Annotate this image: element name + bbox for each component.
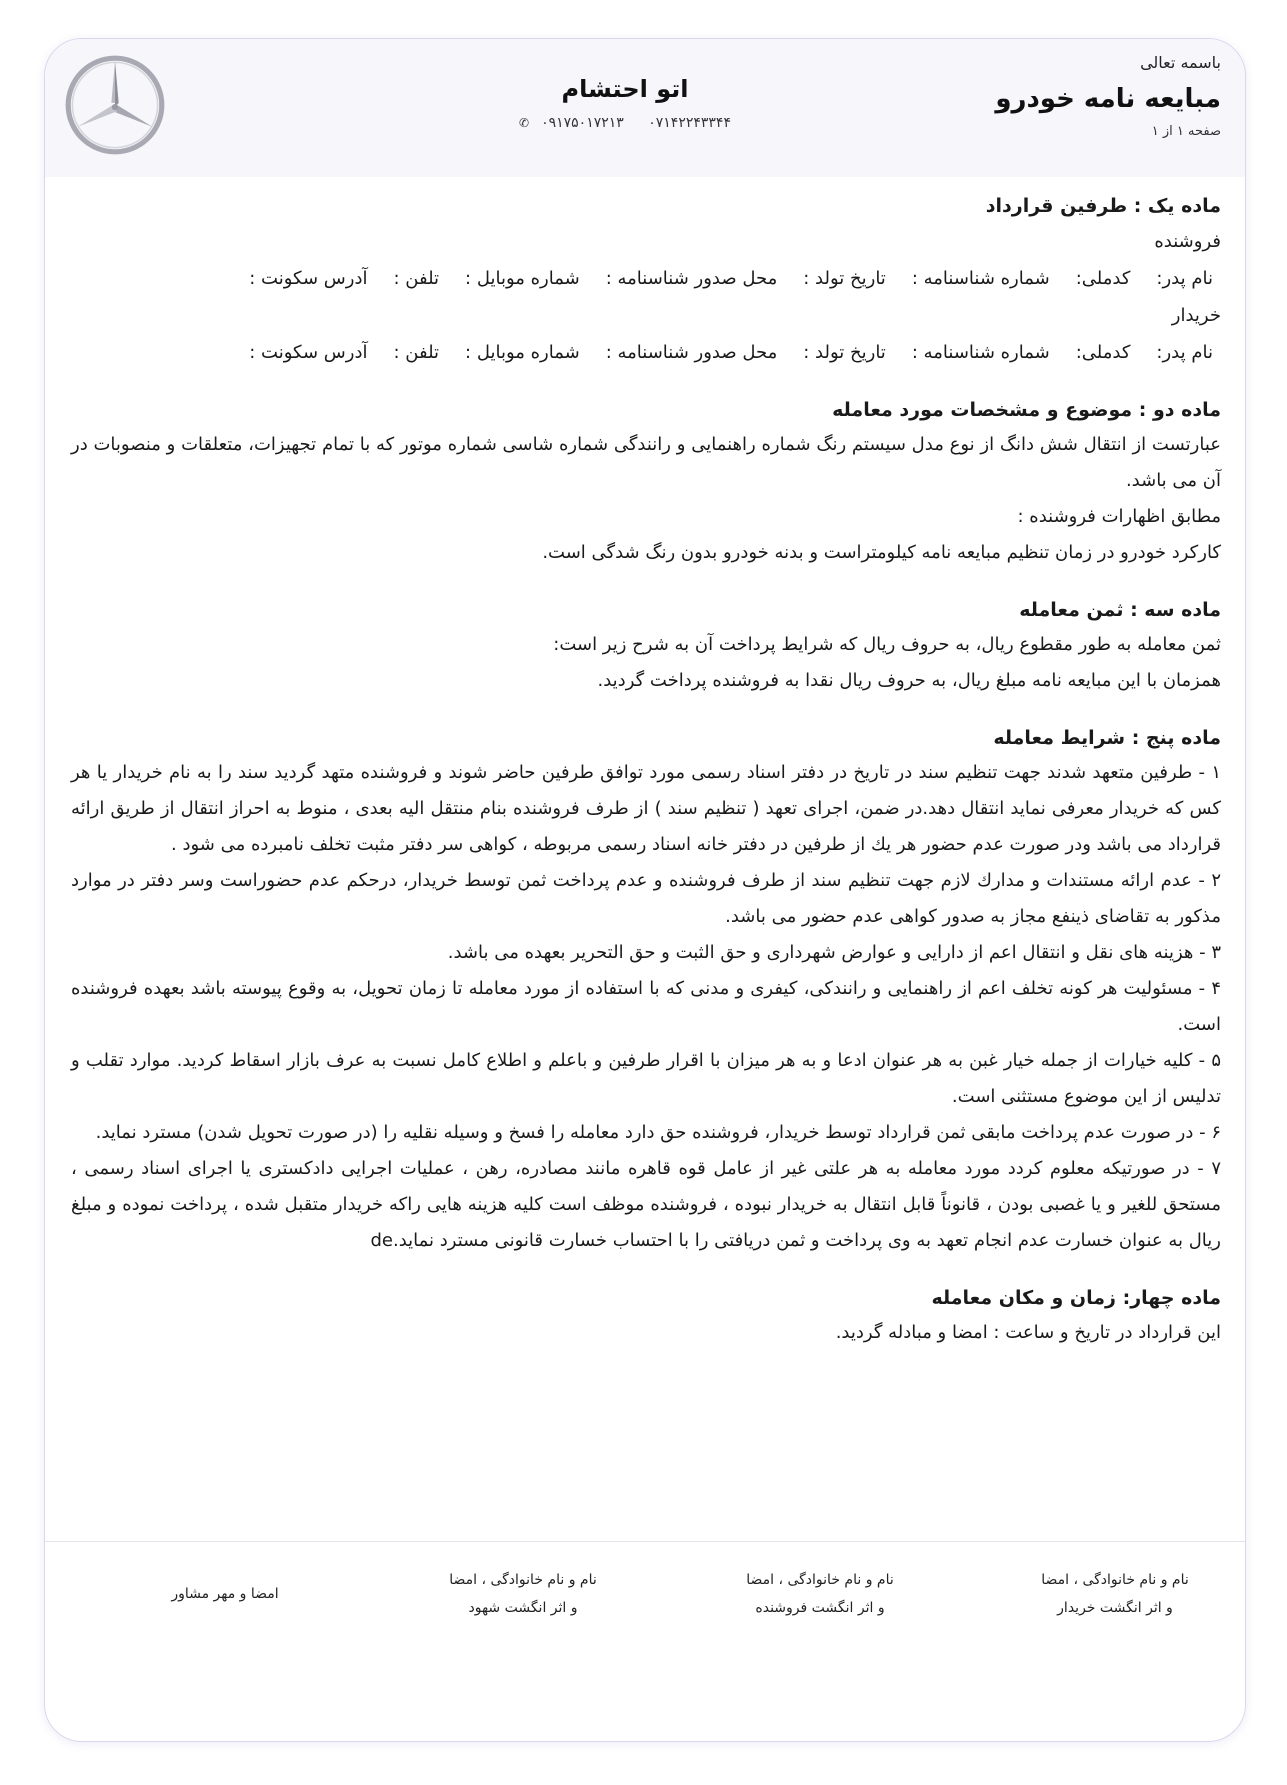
field-label: تلفن : (393, 268, 440, 289)
field-label: نام پدر: (1156, 268, 1213, 289)
term-item: ۴ - مسئولیت هر کونه تخلف اعم از راهنمایی و رانندکی، کیفری و مدنی که با استفاده از مورد معامله تا زمان تحویل، به وقوع پیوسته باشد بعهده فروشنده است. (71, 978, 1221, 1035)
phone-icon: ✆ (519, 116, 530, 130)
signature-caption: و اثر انگشت خریدار (1057, 1600, 1173, 1616)
seller-label: فروشنده (1154, 231, 1221, 252)
company-name: اتو احتشام (561, 75, 689, 103)
section-heading: ماده سه : ثمن معامله (1019, 599, 1221, 621)
term-item: ۱ - طرفین متعهد شدند جهت تنظیم سند در تاریخ در دفتر اسناد رسمی مورد توافق طرفین حاضر شوند و فروشنده متهد گردید سند را به نام خریدار یا هر کس که خریدار معرفی نماید انتقال دهد.در ضمن، اجرای تعهد ( تنظیم سند ) از طرف فروشنده بنام منتقل الیه بعدی ، منوط به احراز انتقال از طریق ارائه قرارداد می باشد ودر صورت عدم حضور هر یك از طرفین در دفتر خانه اسناد رسمی مربوطه ، کواهی سر دفتر مثبت تخلف نامبرده می شود . (71, 762, 1221, 855)
seller-fields (71, 261, 1221, 297)
field-label: تلفن : (393, 342, 440, 363)
buyer-label: خریدار (1171, 305, 1221, 326)
section-heading: ماده چهار: زمان و مکان معامله (931, 1287, 1221, 1309)
buyer-fields (71, 335, 1221, 371)
signature-caption: امضا و مهر مشاور (171, 1586, 279, 1602)
field-label: شماره موبایل : (465, 268, 580, 289)
section-subject (71, 393, 1221, 571)
field-label: آدرس سکونت : (249, 342, 368, 363)
header-title-block (995, 53, 1221, 139)
field-label: تاریخ تولد : (803, 342, 886, 363)
contract-page (44, 38, 1246, 1742)
signature-caption: نام و نام خانوادگی ، امضا (746, 1572, 894, 1588)
term-item: ۷ - در صورتیکه معلوم کردد مورد معامله به هر علتی غیر از عامل قوه قاهره مانند مصادره، رهن ، عملیات اجرایی دادکستری یا اجرای اسناد رسمی ، مستحق للغیر و یا غصبی بودن ، قانوناً قابل انتقال به خریدار نبوده ، فروشنده موظف است کلیه هزینه هایی راکه خریدار متقبل شده ، پرداخت نموده و مبلغ ریال به عنوان خسارت عدم انجام تعهد به وی پرداخت و ثمن دریافتی را با احتساب خسارت قانونی مسترد نماید.de (71, 1158, 1221, 1251)
field-label: شماره شناسنامه : (911, 268, 1050, 289)
field-label: محل صدور شناسنامه : (605, 268, 778, 289)
document-title: مبایعه نامه خودرو (995, 84, 1221, 114)
field-label: شماره شناسنامه : (911, 342, 1050, 363)
term-item: ۶ - در صورت عدم پرداخت مابقی ثمن قرارداد توسط خریدار، فروشنده حق دارد معامله را فسخ و وسیله نقلیه را (در صورت تحویل شدن) مسترد نماید. (95, 1122, 1221, 1143)
signature-caption: و اثر انگشت فروشنده (755, 1600, 885, 1616)
page-number: صفحه ۱ از ۱ (1151, 124, 1221, 139)
advisor-signature (115, 1580, 335, 1608)
witness-signature (413, 1566, 633, 1622)
section-price (71, 593, 1221, 699)
section-parties (71, 189, 1221, 371)
mercedes-star-logo-icon (63, 53, 167, 157)
section-heading: ماده یک : طرفین قرارداد (985, 195, 1221, 217)
contract-content (71, 189, 1221, 1373)
company-block (435, 75, 815, 131)
time-place-text: این قرارداد در تاریخ و ساعت : امضا و مبادله گردید. (835, 1322, 1221, 1343)
page-header (45, 39, 1245, 177)
price-line: ثمن معامله به طور مقطوع ریال، به حروف ریال که شرایط پرداخت آن به شرح زیر است: (553, 634, 1221, 655)
section-heading: ماده پنج : شرایط معامله (993, 727, 1221, 749)
landline-number: ۰۷۱۴۲۲۴۳۳۴۴ (648, 115, 731, 131)
basmala: باسمه تعالی (1140, 53, 1221, 72)
section-terms (71, 721, 1221, 1259)
term-item: ۲ - عدم ارائه مستندات و مدارك لازم جهت تنظیم سند از طرف فروشنده و عدم پرداخت ثمن توسط خریدار، درحکم عدم حضوراست وسر دفتر در موارد مذکور به تقاضای ذینفع مجاز به صدور کواهی عدم حضور می باشد. (71, 870, 1221, 927)
mileage-statement: کارکرد خودرو در زمان تنظیم مبایعه نامه کیلومتراست و بدنه خودرو بدون رنگ شدگی است. (542, 542, 1221, 563)
signature-caption: نام و نام خانوادگی ، امضا (449, 1572, 597, 1588)
field-label: کدملی: (1075, 342, 1131, 363)
buyer-signature (1005, 1566, 1225, 1622)
term-item: ۵ - کلیه خیارات از جمله خیار غبن به هر عنوان ادعا و به هر میزان با اقرار طرفین و باعلم و اطلاع کامل نسبت به عرف بازار اسقاط کردید. موارد تقلب و تدلیس از این موضوع مستثنی است. (71, 1050, 1221, 1107)
mobile-number: ۰۹۱۷۵۰۱۷۲۱۳ (541, 115, 624, 131)
term-item: ۳ - هزینه های نقل و انتقال اعم از دارایی و عوارض شهرداری و حق الثبت و حق التحریر بعهده می باشد. (447, 942, 1221, 963)
field-label: تاریخ تولد : (803, 268, 886, 289)
field-label: شماره موبایل : (465, 342, 580, 363)
signature-caption: نام و نام خانوادگی ، امضا (1041, 1572, 1189, 1588)
field-label: آدرس سکونت : (249, 268, 368, 289)
company-phones (435, 115, 815, 131)
field-label: محل صدور شناسنامه : (605, 342, 778, 363)
payment-line: همزمان با این مبایعه نامه مبلغ ریال، به حروف ریال نقدا به فروشنده پرداخت گردید. (597, 670, 1221, 691)
signature-area (45, 1541, 1245, 1616)
field-label: نام پدر: (1156, 342, 1213, 363)
seller-signature (710, 1566, 930, 1622)
field-label: کدملی: (1075, 268, 1131, 289)
statements-label: مطابق اظهارات فروشنده : (1017, 506, 1221, 527)
section-heading: ماده دو : موضوع و مشخصات مورد معامله (832, 399, 1221, 421)
signature-caption: و اثر انگشت شهود (468, 1600, 578, 1616)
subject-text: عبارتست از انتقال شش دانگ از نوع مدل سیستم رنگ شماره راهنمایی و رانندگی شماره شاسی شماره موتور که با تمام تجهیزات، متعلقات و منصوبات در آن می باشد. (71, 434, 1221, 491)
section-time-place (71, 1281, 1221, 1351)
